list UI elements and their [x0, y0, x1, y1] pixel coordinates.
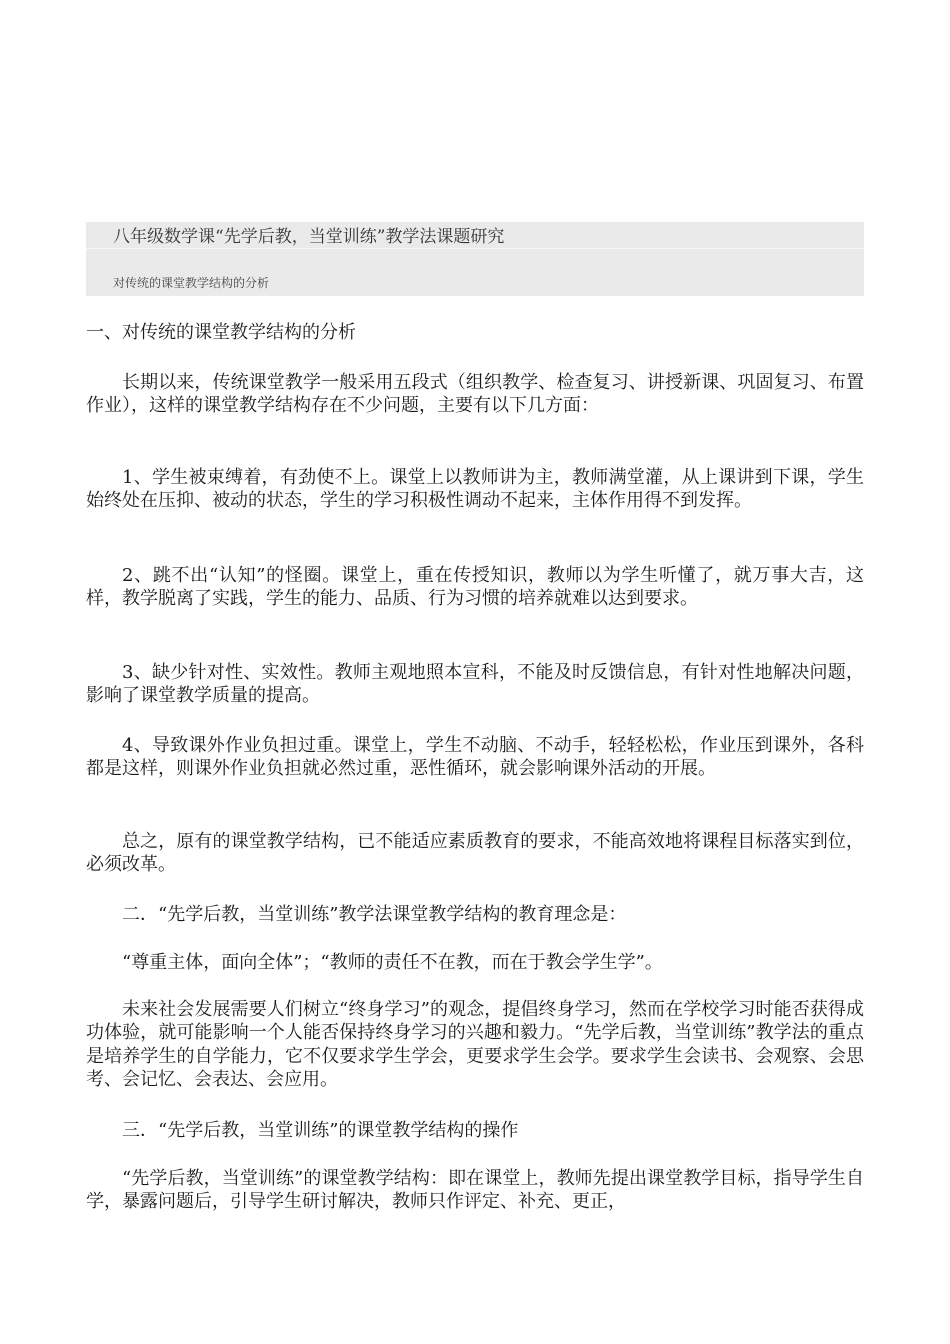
paragraph-point-3: 3、缺少针对性、实效性。教师主观地照本宣科，不能及时反馈信息，有针对性地解决问题，影响了课堂教学质量的提高。 [86, 662, 864, 707]
section-three-heading: 三．“先学后教，当堂训练”的课堂教学结构的操作 [122, 1120, 519, 1141]
paragraph-point-1: 1、学生被束缚着，有劲使不上。课堂上以教师讲为主，教师满堂灌，从上课讲到下课，学生始终处在压抑、被动的状态，学生的学习积极性调动不起来，主体作用得不到发挥。 [86, 467, 864, 512]
document-subtitle: 对传统的课堂教学结构的分析 [113, 276, 270, 290]
document-title: 八年级数学课“先学后教，当堂训练”教学法课题研究 [113, 227, 505, 247]
paragraph-point-2: 2、跳不出“认知”的怪圈。课堂上，重在传授知识，教师以为学生听懂了，就万事大吉，这样，教学脱离了实践，学生的能力、品质、行为习惯的培养就难以达到要求。 [86, 565, 864, 610]
paragraph-point-4: 4、导致课外作业负担过重。课堂上，学生不动脑、不动手，轻轻松松，作业压到课外，各科都是这样，则课外作业负担就必然过重，恶性循环，就会影响课外活动的开展。 [86, 735, 864, 780]
paragraph-intro: 长期以来，传统课堂教学一般采用五段式（组织教学、检查复习、讲授新课、巩固复习、布置作业），这样的课堂教学结构存在不少问题，主要有以下几方面： [86, 372, 864, 417]
header-banner [86, 222, 864, 296]
header-divider [86, 248, 864, 249]
paragraph-lifelong-learning: 未来社会发展需要人们树立“终身学习”的观念，提倡终身学习，然而在学校学习时能否获得成功体验，就可能影响一个人能否保持终身学习的兴趣和毅力。“先学后教，当堂训练”教学法的重点是培养学生的自学能力，它不仅要求学生学会，更要求学生会学。要求学生会读书、会观察、会思考、会记忆、会表达、会应用。 [86, 999, 864, 1090]
paragraph-structure: “先学后教，当堂训练”的课堂教学结构：即在课堂上，教师先提出课堂教学目标，指导学生自学，暴露问题后，引导学生研讨解决，教师只作评定、补充、更正， [86, 1168, 864, 1213]
section-heading: 一、对传统的课堂教学结构的分析 [86, 322, 356, 343]
paragraph-summary: 总之，原有的课堂教学结构，已不能适应素质教育的要求，不能高效地将课程目标落实到位，必须改革。 [86, 831, 864, 876]
section-two-heading: 二．“先学后教，当堂训练”教学法课堂教学结构的教育理念是： [122, 904, 627, 925]
education-philosophy: “尊重主体，面向全体”；“教师的责任不在教，而在于教会学生学”。 [122, 952, 663, 973]
